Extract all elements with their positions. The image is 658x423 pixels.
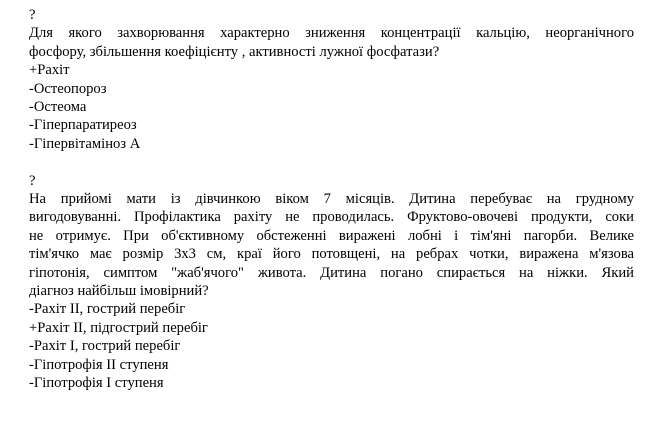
question-text-line: вигодовуванні. Профілактика рахіту не проводилась. Фруктово-овочеві продукти, соки [29, 209, 634, 226]
answer-option: +Рахіт ІІ, підгострий перебіг [29, 319, 208, 336]
question-text-line: тім'ячко має розмір 3х3 см, краї його потовщені, на ребрах чотки, виражена м'язова [29, 246, 634, 263]
question-marker: ? [29, 172, 36, 189]
answer-option: +Рахіт [29, 62, 70, 79]
question-block-1 [29, 6, 634, 153]
question-text-line: Для якого захворювання характерно зниження концентрації кальцію, неорганічного [29, 25, 634, 42]
question-block-2 [29, 172, 634, 393]
paragraph-spacer [29, 153, 634, 171]
answer-option: -Гіпотрофія ІІ ступеня [29, 356, 169, 373]
answer-option: -Рахіт І, гострий перебіг [29, 338, 181, 355]
question-marker: ? [29, 7, 36, 23]
question-text-line: На прийомі мати із дівчинкою віком 7 місяців. Дитина перебуває на грудному [29, 191, 634, 208]
document-page [29, 6, 634, 393]
answer-option: -Рахіт ІІ, гострий перебіг [29, 301, 186, 318]
question-text-line: гіпотонія, симптом "жаб'ячого" живота. Дитина погано спирається на ніжки. Який [29, 264, 634, 281]
answer-option: -Остеопороз [29, 80, 107, 97]
question-text-line: фосфору, збільшення коефіцієнту , активності лужної фосфатази? [29, 43, 440, 60]
answer-option: -Остеома [29, 99, 87, 116]
question-text-line: не отримує. При об'єктивному обстеженні виражені лобні і тім'яні пагорби. Велике [29, 227, 634, 244]
answer-option: -Гіпервітаміноз А [29, 135, 141, 152]
answer-option: -Гіперпаратиреоз [29, 117, 137, 134]
answer-option: -Гіпотрофія І ступеня [29, 375, 164, 392]
question-text-line: діагноз найбільш імовірний? [29, 283, 209, 300]
